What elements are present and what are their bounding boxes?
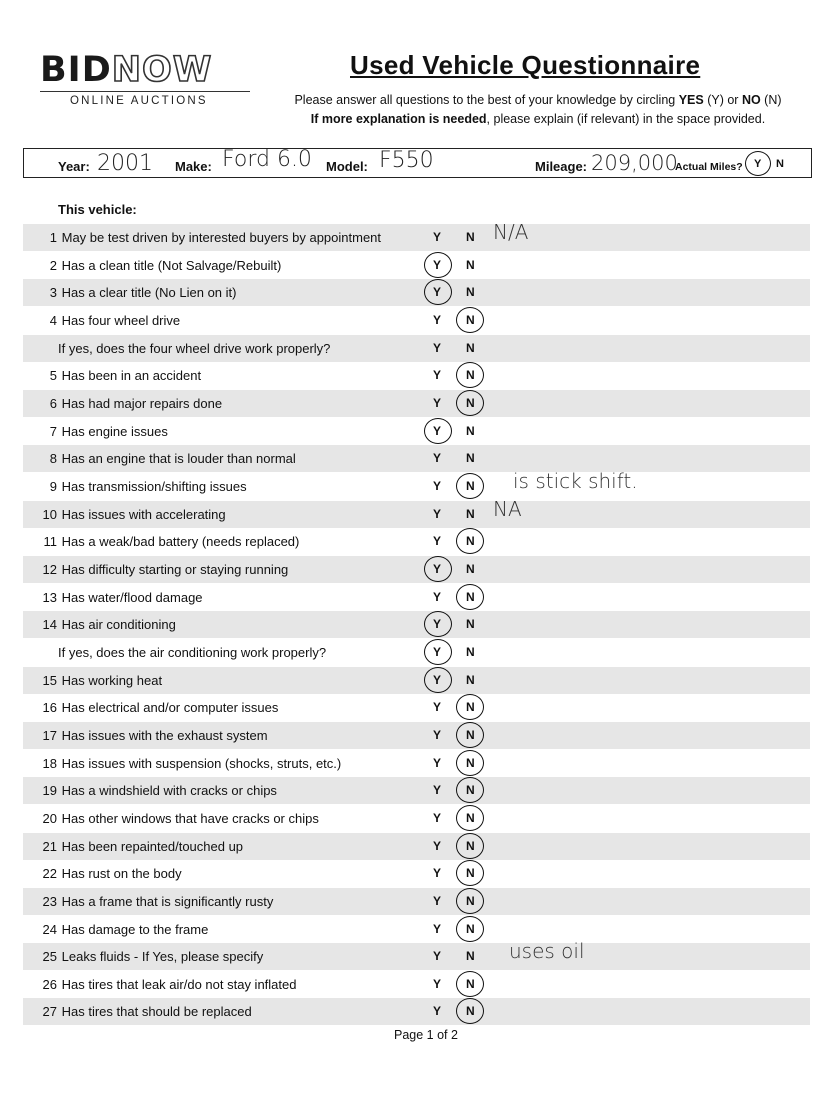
question-number: 27	[42, 1004, 57, 1020]
question-number: 1	[49, 230, 57, 245]
logo-subtitle: ONLINE AUCTIONS	[70, 95, 208, 107]
answer-yes[interactable]: Y	[433, 672, 442, 687]
answer-no[interactable]: N	[466, 589, 475, 604]
question-row	[23, 998, 810, 1025]
question-text-wrap	[23, 728, 268, 743]
answer-yes[interactable]: Y	[433, 644, 442, 659]
page-number: Page 1 of 2	[394, 1028, 458, 1042]
question-text: Has a windshield with cracks or chips	[61, 783, 277, 799]
question-text: Has electrical and/or computer issues	[61, 700, 279, 716]
question-text-wrap	[23, 1004, 252, 1019]
question-number: 17	[42, 727, 57, 743]
circled-no-mark	[456, 390, 484, 416]
question-text-wrap	[23, 313, 180, 328]
question-row	[23, 833, 810, 860]
question-text-wrap	[23, 949, 263, 964]
answer-no[interactable]: N	[466, 893, 475, 908]
question-text: Has air conditioning	[61, 617, 176, 633]
question-text: Has four wheel drive	[61, 312, 181, 328]
question-number: 25	[42, 949, 57, 965]
question-number: 23	[42, 893, 57, 909]
question-row	[23, 916, 810, 943]
instr-text: (N)	[760, 93, 782, 107]
question-text-wrap	[23, 756, 341, 771]
circled-no-mark	[456, 694, 484, 720]
question-row	[23, 694, 810, 721]
answer-no[interactable]: N	[466, 285, 475, 300]
answer-no[interactable]: N	[466, 1004, 475, 1019]
question-text: Has a clean title (Not Salvage/Rebuilt)	[61, 257, 282, 273]
circled-no-mark	[456, 307, 484, 333]
answer-yes[interactable]: Y	[433, 561, 442, 576]
question-number: 10	[42, 506, 57, 522]
answer-no[interactable]: N	[466, 866, 475, 881]
question-text-wrap	[23, 866, 182, 881]
instructions-line-1	[268, 91, 808, 110]
answer-yes[interactable]: Y	[433, 755, 442, 770]
instr-text: , please explain (if relevant) in the space provided.	[486, 112, 766, 126]
question-row	[23, 362, 810, 389]
question-text: Has other windows that have cracks or chips	[61, 810, 319, 826]
circled-yes-mark	[424, 556, 452, 582]
answer-yes[interactable]: Y	[433, 478, 442, 493]
answer-no[interactable]: N	[466, 976, 475, 991]
question-row	[23, 860, 810, 887]
question-number: 3	[49, 285, 57, 301]
answer-yes[interactable]: Y	[433, 783, 442, 798]
answer-yes[interactable]: Y	[433, 810, 442, 825]
question-number: 14	[42, 617, 57, 633]
question-text: Has an engine that is louder than normal	[61, 451, 296, 467]
question-number: 7	[49, 423, 57, 439]
question-text: May be test driven by interested buyers by appointment	[61, 230, 382, 245]
answer-yes[interactable]: Y	[433, 285, 442, 300]
answer-yes[interactable]: Y	[433, 727, 442, 742]
answer-yes[interactable]: Y	[433, 921, 442, 936]
question-number: 16	[42, 700, 57, 716]
circled-no-mark	[456, 833, 484, 859]
answer-no[interactable]: N	[466, 257, 475, 272]
question-row	[23, 971, 810, 998]
instr-text: (Y) or	[703, 93, 742, 107]
question-text: Has rust on the body	[61, 866, 182, 882]
section-label: This vehicle:	[58, 202, 137, 217]
answer-no[interactable]: N	[466, 783, 475, 798]
question-text-wrap	[23, 811, 319, 826]
question-text: Has difficulty starting or staying running	[61, 561, 289, 577]
question-number: 6	[49, 395, 57, 411]
question-text: If yes, does the four wheel drive work properly?	[58, 340, 331, 356]
circled-no-mark	[456, 888, 484, 914]
question-text-wrap	[23, 341, 330, 356]
question-number: 12	[42, 561, 57, 577]
answer-yes[interactable]: Y	[433, 340, 442, 355]
answer-yes[interactable]: Y	[433, 423, 442, 438]
answer-no[interactable]: N	[466, 395, 475, 410]
instr-no: NO	[741, 93, 761, 107]
question-row	[23, 667, 810, 694]
question-number: 4	[49, 312, 57, 328]
answer-no[interactable]: N	[466, 949, 475, 964]
question-text-wrap	[23, 562, 288, 577]
circled-yes-mark	[424, 667, 452, 693]
circled-yes-mark	[424, 279, 452, 305]
question-text: Has tires that should be replaced	[61, 1004, 252, 1020]
question-number: 13	[42, 589, 57, 605]
question-text: Has been in an accident	[61, 368, 202, 384]
answer-yes[interactable]: Y	[433, 893, 442, 908]
question-text-wrap	[23, 645, 326, 660]
question-row	[23, 888, 810, 915]
question-row	[23, 939, 810, 970]
instructions	[268, 91, 808, 129]
circled-yes-mark	[424, 418, 452, 444]
question-row	[23, 556, 810, 583]
logo-divider	[40, 91, 250, 92]
answer-yes[interactable]: Y	[433, 949, 442, 964]
question-row	[23, 252, 810, 279]
answer-no[interactable]: N	[466, 451, 475, 466]
instr-text: Please answer all questions to the best of your knowledge by circling	[294, 93, 679, 107]
question-text-wrap	[23, 977, 296, 992]
question-text-wrap	[23, 507, 226, 522]
question-row	[23, 639, 810, 666]
question-text: Has water/flood damage	[61, 589, 203, 605]
make-label: Make:	[175, 159, 212, 174]
question-text-wrap	[23, 285, 236, 300]
question-text: If yes, does the air conditioning work properly?	[58, 644, 327, 660]
answer-yes[interactable]: Y	[433, 1004, 442, 1019]
question-text: Has transmission/shifting issues	[61, 478, 247, 494]
answer-no[interactable]: N	[466, 561, 475, 576]
question-row	[23, 418, 810, 445]
answer-yes[interactable]: Y	[433, 230, 442, 244]
circled-yes-mark	[424, 639, 452, 665]
question-text: Has issues with the exhaust system	[61, 727, 268, 743]
question-row	[23, 584, 810, 611]
logo-bid: BID	[40, 50, 112, 90]
circled-no-mark	[456, 722, 484, 748]
question-text: Has issues with accelerating	[61, 506, 226, 522]
question-text: Leaks fluids - If Yes, please specify	[61, 949, 264, 965]
make-value[interactable]: Ford 6.0	[222, 147, 312, 172]
circled-no-mark	[456, 860, 484, 886]
answer-no[interactable]: N	[466, 478, 475, 493]
question-number: 22	[42, 866, 57, 882]
answer-yes[interactable]: Y	[433, 589, 442, 604]
question-row	[23, 611, 810, 638]
answer-yes[interactable]: Y	[433, 617, 442, 632]
question-text: Has working heat	[61, 672, 163, 688]
question-text: Has damage to the frame	[61, 921, 209, 937]
question-text-wrap	[23, 590, 203, 605]
instructions-line-2	[268, 110, 808, 129]
question-row	[23, 777, 810, 804]
actual-miles-yes[interactable]: Y	[754, 158, 762, 170]
question-text: Has tires that leak air/do not stay inflated	[61, 976, 297, 992]
question-text-wrap	[23, 673, 162, 688]
question-number: 20	[42, 810, 57, 826]
year-label: Year:	[58, 159, 90, 174]
circled-no-mark	[456, 528, 484, 554]
answer-no[interactable]: N	[466, 617, 475, 632]
question-number: 21	[42, 838, 57, 854]
question-text: Has a weak/bad battery (needs replaced)	[61, 534, 300, 550]
question-row	[23, 805, 810, 832]
question-text-wrap	[23, 396, 222, 411]
question-text-wrap	[23, 700, 278, 715]
question-row	[23, 279, 810, 306]
question-text: Has been repainted/touched up	[61, 838, 244, 854]
question-row	[23, 445, 810, 472]
answer-no[interactable]: N	[466, 230, 475, 244]
answer-no[interactable]: N	[466, 727, 475, 742]
year-value[interactable]: 2001	[97, 151, 153, 176]
actual-miles-label: Actual Miles?	[675, 161, 743, 173]
question-row	[23, 335, 810, 362]
question-row	[23, 468, 810, 500]
question-text: Has issues with suspension (shocks, struts, etc.)	[61, 755, 342, 771]
circled-no-mark	[456, 998, 484, 1024]
handwritten-note: NA	[493, 496, 522, 521]
answer-no[interactable]: N	[466, 700, 475, 715]
mileage-value[interactable]: 209,000	[591, 151, 678, 175]
question-text-wrap	[23, 783, 277, 798]
question-number: 19	[42, 783, 57, 799]
answer-yes[interactable]: Y	[433, 312, 442, 327]
answer-no[interactable]: N	[466, 312, 475, 327]
answer-yes[interactable]: Y	[433, 506, 442, 521]
question-number: 5	[49, 368, 57, 384]
answer-no[interactable]: N	[466, 534, 475, 549]
question-number: 24	[42, 921, 57, 937]
instr-bold: If more explanation is needed	[310, 112, 487, 126]
model-label: Model:	[326, 159, 368, 174]
logo-now: NOW	[111, 50, 213, 90]
question-number: 26	[42, 976, 57, 992]
answer-yes[interactable]: Y	[433, 838, 442, 853]
answer-yes[interactable]: Y	[433, 395, 442, 410]
circled-yes-mark	[424, 611, 452, 637]
question-text: Has engine issues	[61, 423, 168, 439]
circled-no-mark	[456, 777, 484, 803]
question-row	[23, 528, 810, 555]
answer-no[interactable]: N	[466, 340, 475, 355]
circled-no-mark	[456, 584, 484, 610]
question-number: 9	[49, 478, 57, 494]
handwritten-note: is stick shift.	[513, 468, 638, 493]
answer-yes[interactable]: Y	[433, 257, 442, 272]
question-row	[23, 390, 810, 417]
answer-no[interactable]: N	[466, 423, 475, 438]
question-text-wrap	[23, 451, 296, 466]
question-text-wrap	[23, 424, 168, 439]
answer-yes[interactable]: Y	[433, 451, 442, 466]
instr-yes: YES	[678, 93, 704, 107]
question-text-wrap	[23, 922, 208, 937]
question-text-wrap	[23, 479, 247, 494]
question-number: 8	[49, 451, 57, 467]
answer-yes[interactable]: Y	[433, 534, 442, 549]
question-text: Has had major repairs done	[61, 395, 223, 411]
actual-miles-no[interactable]: N	[776, 158, 784, 170]
question-number: 15	[42, 672, 57, 688]
mileage-label: Mileage:	[535, 159, 588, 174]
answer-no[interactable]: N	[466, 810, 475, 825]
question-row	[23, 722, 810, 749]
bidnow-logo	[40, 52, 252, 107]
question-text: Has a frame that is significantly rusty	[61, 893, 274, 909]
answer-no[interactable]: N	[466, 672, 475, 687]
vehicle-info-box	[23, 148, 812, 178]
circled-no-mark	[456, 971, 484, 997]
circled-yes-mark	[424, 252, 452, 278]
handwritten-note: uses oil	[509, 939, 585, 964]
answer-no[interactable]: N	[466, 755, 475, 770]
answer-no[interactable]: N	[466, 921, 475, 936]
circled-no-mark	[456, 362, 484, 388]
answer-no[interactable]: N	[466, 506, 475, 521]
answer-yes[interactable]: Y	[433, 866, 442, 881]
answer-no[interactable]: N	[466, 644, 475, 659]
question-number: 2	[49, 257, 57, 273]
question-text-wrap	[23, 534, 299, 549]
question-text-wrap	[23, 230, 381, 245]
question-row	[23, 220, 810, 251]
question-number: 18	[42, 755, 57, 771]
model-value[interactable]: F550	[379, 148, 434, 173]
question-text-wrap	[23, 368, 201, 383]
answer-yes[interactable]: Y	[433, 700, 442, 715]
page-title: Used Vehicle Questionnaire	[350, 50, 701, 80]
question-text-wrap	[23, 258, 281, 273]
question-row	[23, 496, 810, 528]
question-row	[23, 307, 810, 334]
question-row	[23, 750, 810, 777]
circled-no-mark	[456, 805, 484, 831]
question-text: Has a clear title (No Lien on it)	[61, 285, 237, 301]
answer-no[interactable]: N	[466, 368, 475, 383]
circled-no-mark	[456, 916, 484, 942]
handwritten-note: N/A	[493, 220, 529, 244]
question-number: 11	[43, 534, 57, 550]
answer-no[interactable]: N	[466, 838, 475, 853]
answer-yes[interactable]: Y	[433, 976, 442, 991]
answer-yes[interactable]: Y	[433, 368, 442, 383]
circled-no-mark	[456, 750, 484, 776]
question-text-wrap	[23, 839, 243, 854]
logo-wordmark	[40, 52, 252, 88]
question-text-wrap	[23, 894, 273, 909]
question-text-wrap	[23, 617, 176, 632]
circled-no-mark	[456, 473, 484, 499]
